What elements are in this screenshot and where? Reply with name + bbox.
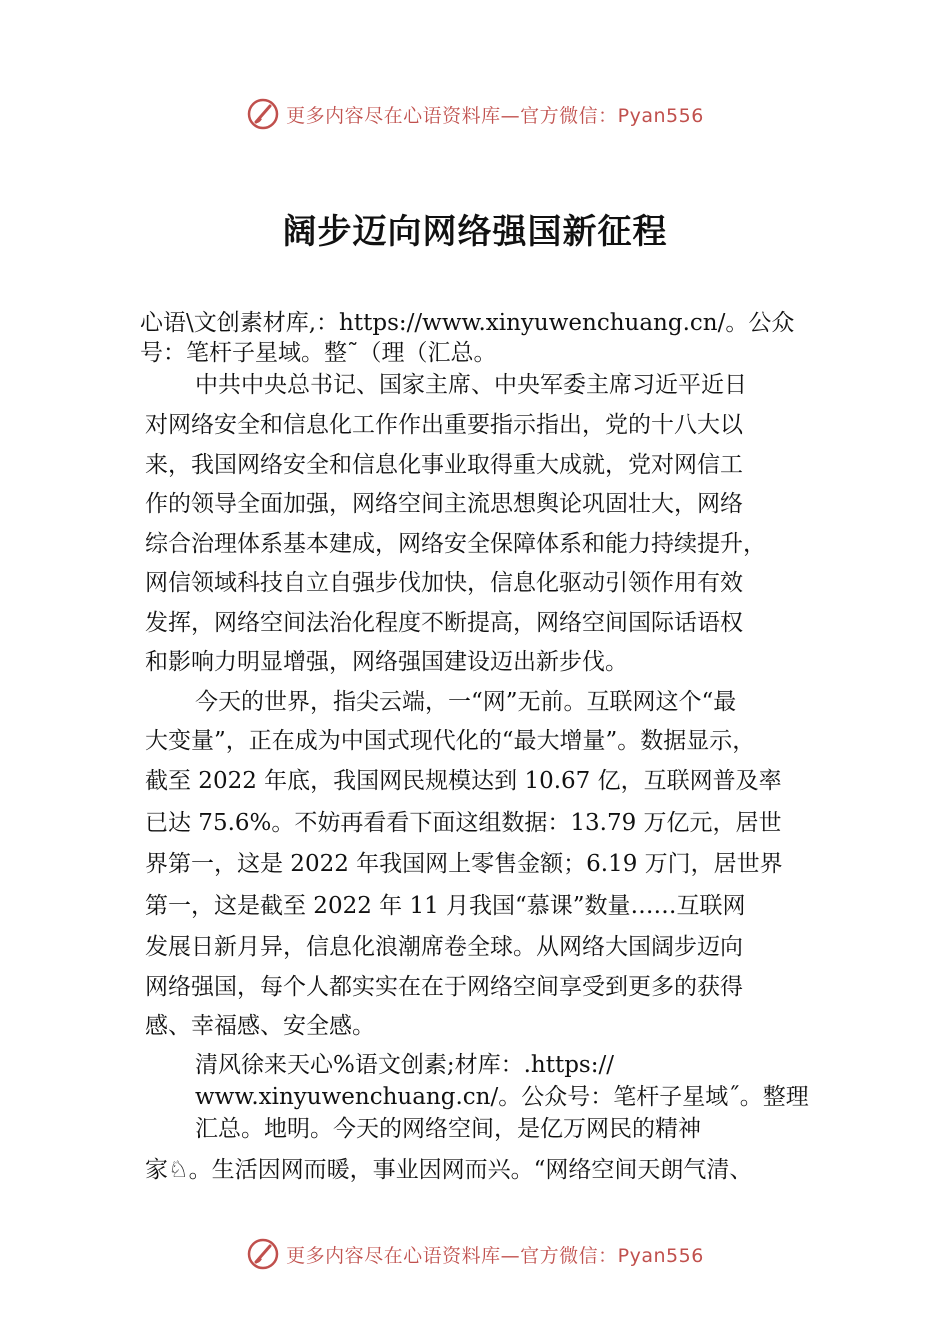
text-line: 对网络安全和信息化工作作出重要指示指出，党的十八大以 bbox=[145, 412, 743, 438]
text-line: www.xinyuwenchuang.cn/。公众号：笔杆子星域˝。整理 bbox=[195, 1084, 809, 1110]
text-line: 第一，这是截至 2022 年 11 月我国“慕课”数量……互联网 bbox=[145, 893, 746, 919]
text-line: 网络强国，每个人都实实在在于网络空间享受到更多的获得 bbox=[145, 974, 743, 1000]
text-line: 发展日新月异，信息化浪潮席卷全球。从网络大国阔步迈向 bbox=[145, 934, 743, 960]
brush-logo-icon bbox=[246, 1237, 280, 1271]
text-line: 发挥，网络空间法治化程度不断提高，网络空间国际话语权 bbox=[145, 610, 743, 636]
watermark-top bbox=[0, 96, 950, 132]
text-line: 和影响力明显增强，网络强国建设迈出新步伐。 bbox=[145, 649, 628, 675]
text-line: 已达 75.6%。不妨再看看下面这组数据：13.79 万亿元，居世 bbox=[145, 810, 782, 836]
text-line: 综合治理体系基本建成，网络安全保障体系和能力持续提升， bbox=[145, 531, 766, 557]
document-title: 阔步迈向网络强国新征程 bbox=[282, 212, 668, 252]
text-line: 网信领域科技自立自强步伐加快，信息化驱动引领作用有效 bbox=[145, 570, 743, 596]
text-line: 作的领导全面加强，网络空间主流思想舆论巩固壮大，网络 bbox=[145, 491, 743, 517]
text-line: 界第一，这是 2022 年我国网上零售金额；6.19 万门，居世界 bbox=[145, 851, 783, 877]
text-line: 心语\文创素材库,：https://www.xinyuwenchuang.cn/。公众 bbox=[140, 310, 795, 336]
watermark-text: 更多内容尽在心语资料库—官方微信：Pyan556 bbox=[286, 104, 704, 127]
text-line: 感、幸福感、安全感。 bbox=[145, 1013, 375, 1039]
text-line: 汇总。地明。今天的网络空间，是亿万网民的精神 bbox=[195, 1116, 701, 1142]
text-line: 号：笔杆子星域。整˜（理（汇总。 bbox=[140, 340, 497, 366]
text-line: 清风徐来天心%语文创素;材库：.https:// bbox=[195, 1052, 614, 1078]
text-line: 大变量”，正在成为中国式现代化的“最大增量”。数据显示， bbox=[145, 728, 756, 754]
text-line: 家♘。生活因网而暖，事业因网而兴。“网络空间天朗气清、 bbox=[145, 1157, 753, 1183]
text-line: 中共中央总书记、国家主席、中央军委主席习近平近日 bbox=[195, 372, 747, 398]
watermark-text: 更多内容尽在心语资料库—官方微信：Pyan556 bbox=[286, 1244, 704, 1267]
brush-logo-icon bbox=[246, 97, 280, 131]
text-line: 截至 2022 年底，我国网民规模达到 10.67 亿，互联网普及率 bbox=[145, 768, 782, 794]
watermark-bottom bbox=[0, 1236, 950, 1272]
text-line: 今天的世界，指尖云端，一“网”无前。互联网这个“最 bbox=[195, 689, 737, 715]
text-line: 来，我国网络安全和信息化事业取得重大成就，党对网信工 bbox=[145, 452, 743, 478]
